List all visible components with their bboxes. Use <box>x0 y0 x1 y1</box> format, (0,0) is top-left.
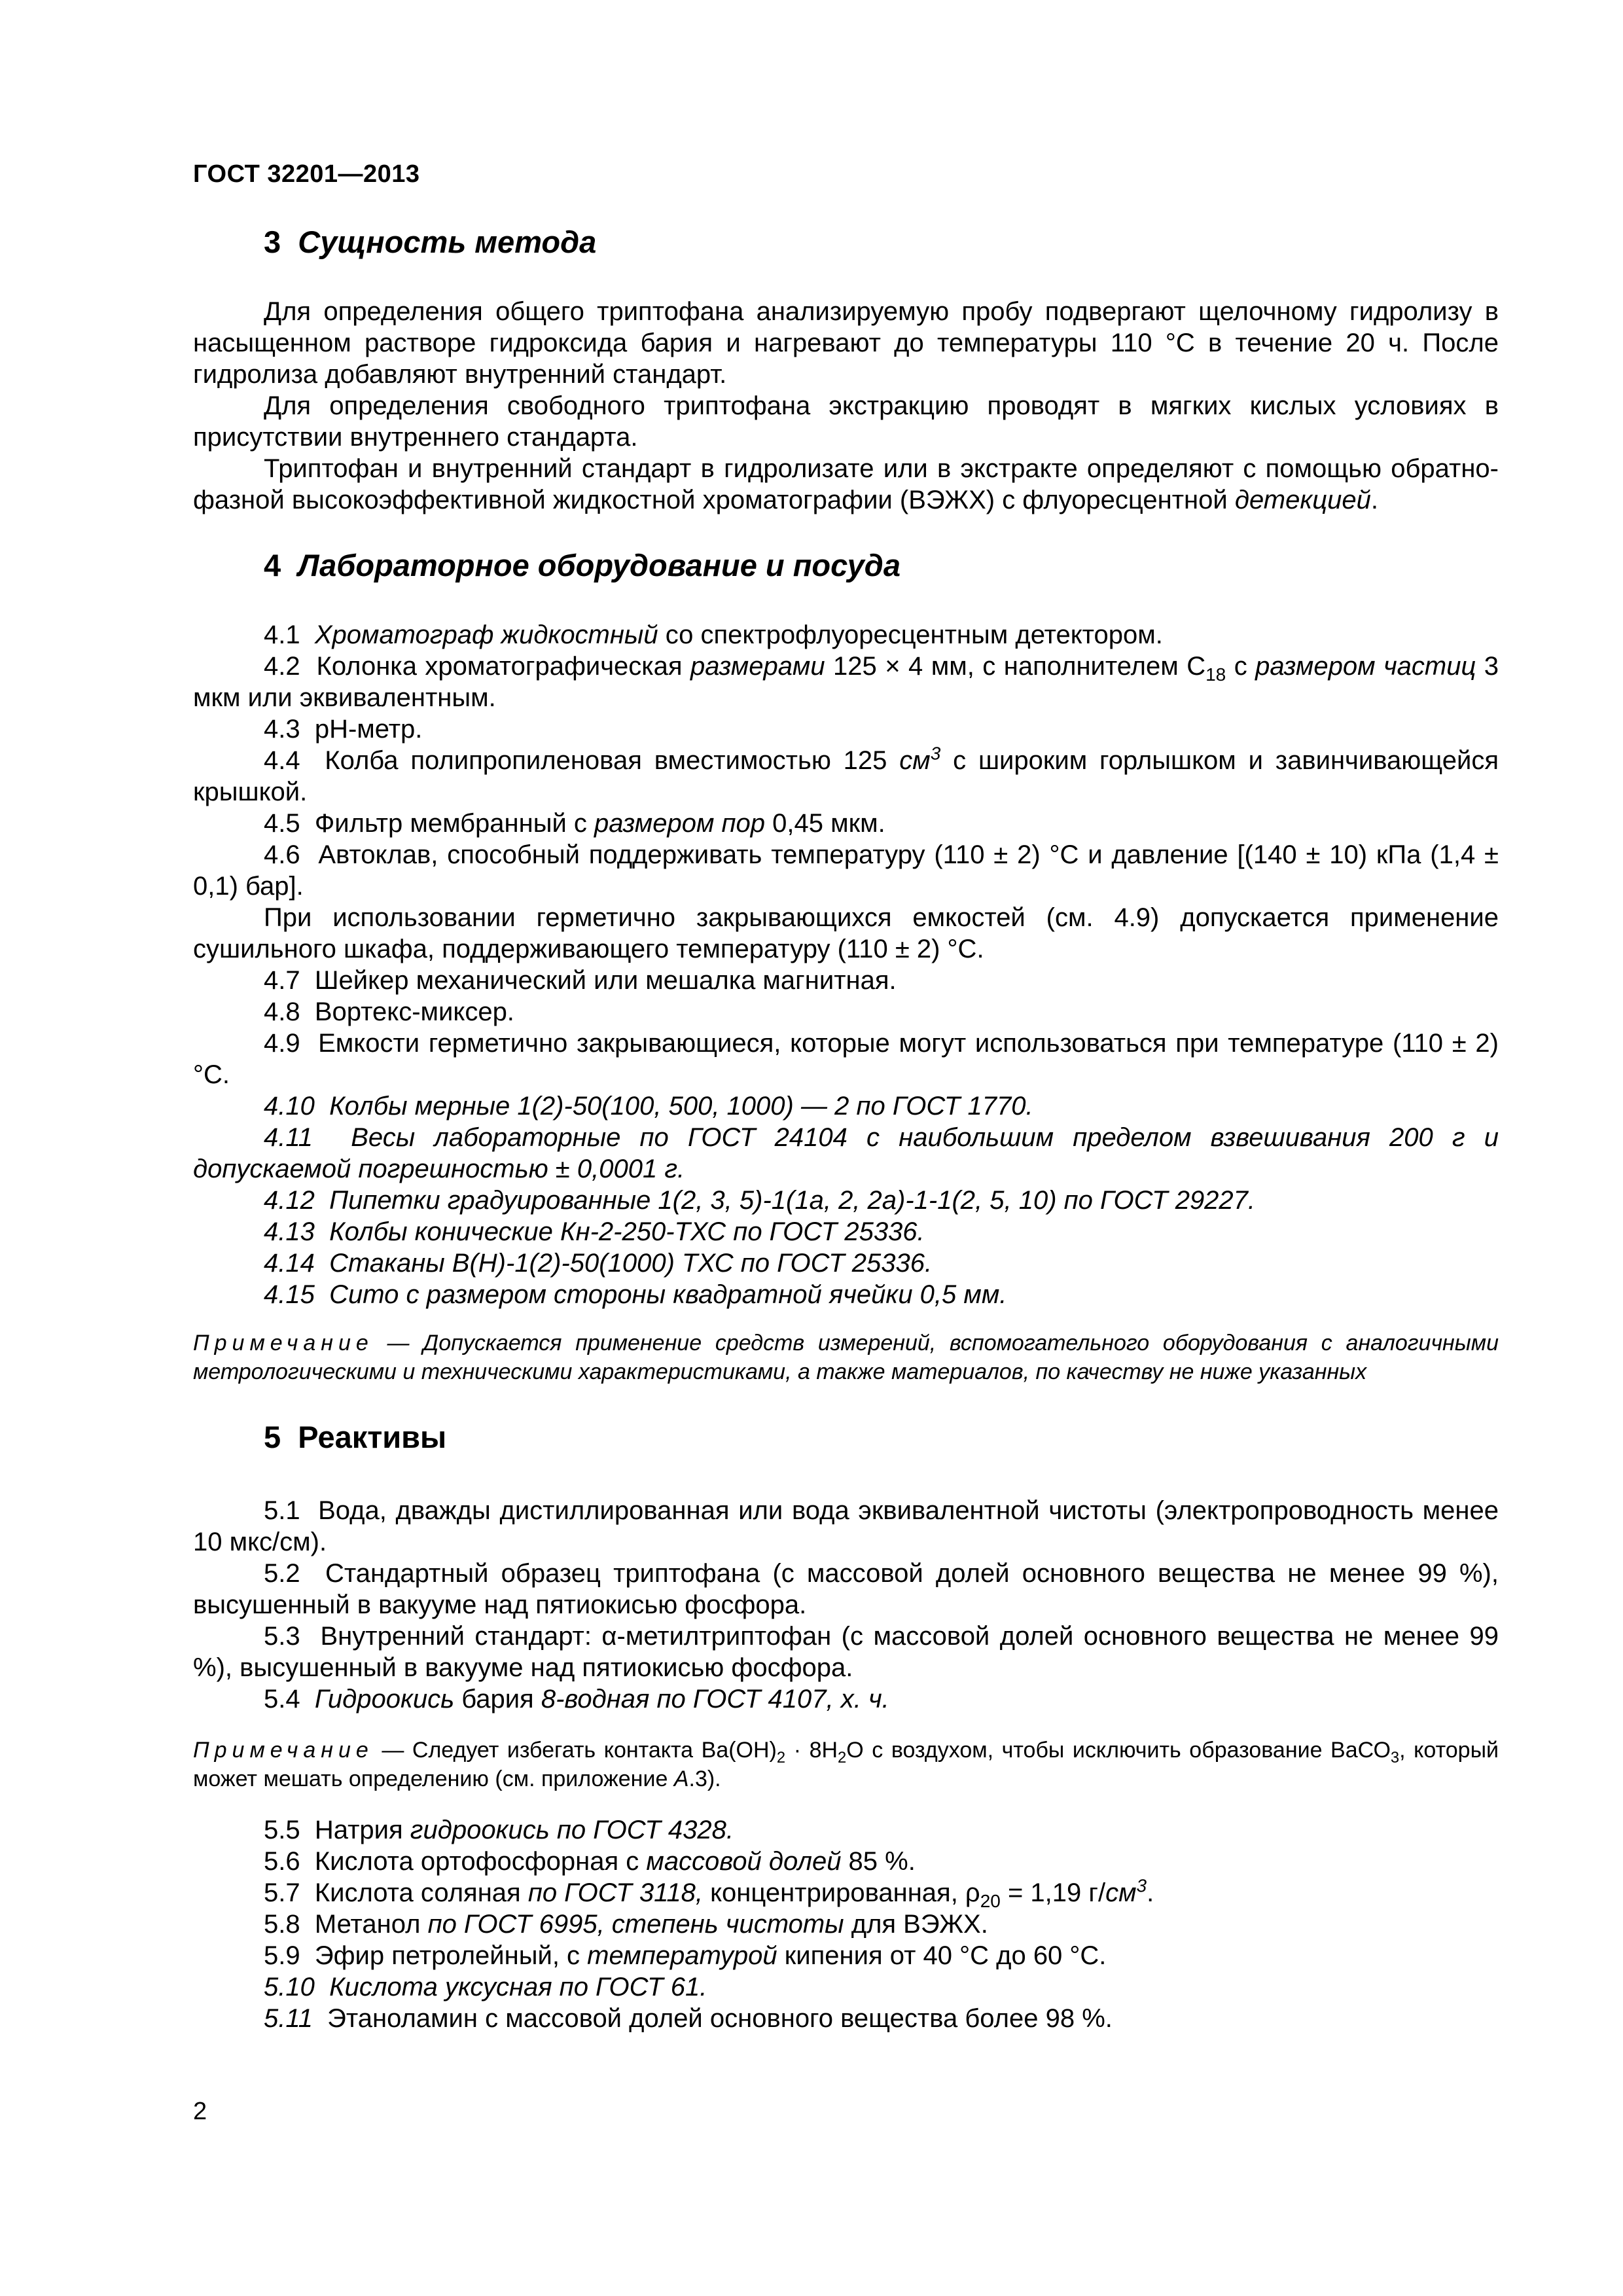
list-item: 4.9 Емкости герметично закрывающиеся, которые могут использоваться при температуре (110 ± 2) °С. <box>193 1029 1499 1089</box>
paragraph: Для определения общего триптофана анализируемую пробу подвергают щелочному гидролизу в насыщенном растворе гидроксида бария и нагревают до температуры 110 °С в течение 20 ч. После гидролиза добавляют внутренний стандарт. <box>193 297 1499 389</box>
list-item: 4.12 Пипетки градуированные 1(2, 3, 5)-1(1а, 2, 2а)-1-1(2, 5, 10) по ГОСТ 29227. <box>264 1186 1256 1215</box>
document-code: ГОСТ 32201—2013 <box>193 160 420 188</box>
section-number: 4 <box>264 548 281 583</box>
list-item: 5.11 Этаноламин с массовой долей основного вещества более 98 %. <box>264 2004 1113 2033</box>
list-item: 4.2 Колонка хроматографическая размерами 125 × 4 мм, с наполнителем $С_{18}$ с размером частиц 3 мкм или эквивалентным. <box>193 652 1499 712</box>
list-item: 4.15 Сито с размером стороны квадратной ячейки 0,5 мм. <box>264 1280 1007 1309</box>
list-item: 4.3 рН-метр. <box>264 715 423 744</box>
document-body <box>193 223 1499 2034</box>
list-item: 5.2 Стандартный образец триптофана (с массовой долей основного вещества не менее 99 %), высушенный в вакууме над пятиокисью фосфора. <box>193 1559 1499 1619</box>
section-title: Реактивы <box>298 1420 447 1454</box>
paragraph: Триптофан и внутренний стандарт в гидролизате или в экстракте определяют с помощью обратно-фазной высокоэффективной жидкостной хроматографии (ВЭЖХ) с флуоресцентной детекцией. <box>193 454 1499 514</box>
list-item: 4.5 Фильтр мембранный с размером пор 0,45 мкм. <box>264 809 885 838</box>
paragraph: При использовании герметично закрывающихся емкостей (см. 4.9) допускается применение сушильного шкафа, поддерживающего температуру (110 ± 2) °С. <box>193 903 1499 963</box>
section-5-heading <box>193 1418 1499 1457</box>
list-item: 4.13 Колбы конические Кн-2-250-ТХС по ГОСТ 25336. <box>264 1217 925 1246</box>
list-item: 4.6 Автоклав, способный поддерживать температуру (110 ± 2) °С и давление [(140 ± 10) кПа (1,4 ± 0,1) бар]. <box>193 840 1499 901</box>
list-item: 5.7 Кислота соляная по ГОСТ 3118, концентрированная, $\rho_{20} = 1,19$ $г/см^3$. <box>264 1875 1154 1911</box>
list-item: 5.3 Внутренний стандарт: α-метилтриптофан (с массовой долей основного вещества не менее 99 %), высушенный в вакууме над пятиокисью фосфора. <box>193 1622 1499 1682</box>
section-number: 3 <box>264 224 281 259</box>
paragraph: Для определения свободного триптофана экстракцию проводят в мягких кислых условиях в присутствии внутреннего стандарта. <box>193 391 1499 452</box>
list-item: 4.10 Колбы мерные 1(2)-50(100, 500, 1000) — 2 по ГОСТ 1770. <box>264 1092 1033 1121</box>
note-label: Примечание <box>193 1738 374 1763</box>
section-title: Лабораторное оборудование и посуда <box>298 548 901 583</box>
section-title: Сущность метода <box>298 224 597 259</box>
list-item: 4.1 Хроматограф жидкостный со спектрофлуоресцентным детектором. <box>264 620 1163 649</box>
section-number: 5 <box>264 1420 281 1454</box>
list-item: 5.5 Натрия гидроокись по ГОСТ 4328. <box>264 1816 734 1844</box>
list-item: 5.9 Эфир петролейный, с температурой кипения от 40 °С до 60 °С. <box>264 1941 1107 1970</box>
note-label: Примечание <box>193 1331 374 1355</box>
list-item: 4.11 Весы лабораторные по ГОСТ 24104 с наибольшим пределом взвешивания 200 г и допускаемой погрешностью ± 0,0001 г. <box>193 1123 1499 1183</box>
note: Примечание — Допускается применение средств измерений, вспомогательного оборудования с аналогичными метрологическими и техническими характеристиками, а также материалов, по качеству не ниже указанных <box>193 1331 1499 1384</box>
list-item: 5.1 Вода, дважды дистиллированная или вода эквивалентной чистоты (электропроводность менее 10 мкс/см). <box>193 1496 1499 1556</box>
list-item: 5.6 Кислота ортофосфорная с массовой долей 85 %. <box>264 1847 916 1876</box>
list-item: 4.4 Колба полипропиленовая вместимостью 125 $см^3$ с широким горлышком и завинчивающейся крышкой. <box>193 743 1499 806</box>
list-item: 4.8 Вортекс-миксер. <box>264 997 514 1026</box>
list-item: 5.8 Метанол по ГОСТ 6995, степень чистоты для ВЭЖХ. <box>264 1910 988 1939</box>
page-number: 2 <box>193 2098 207 2125</box>
list-item: 4.14 Стаканы В(Н)-1(2)-50(1000) ТХС по ГОСТ 25336. <box>264 1249 933 1278</box>
section-4-heading <box>193 546 1499 585</box>
note: Примечание — Следует избегать контакта $Ва(ОН)_2 \cdot 8Н_2О$ с воздухом, чтобы исключить образование ВаСО$_3$, который может мешать определению (см. приложение А.3). <box>193 1738 1499 1791</box>
list-item: 5.4 Гидроокись бария 8-водная по ГОСТ 4107, х. ч. <box>264 1685 889 1713</box>
list-item: 4.7 Шейкер механический или мешалка магнитная. <box>264 966 897 995</box>
list-item: 5.10 Кислота уксусная по ГОСТ 61. <box>264 1973 707 2001</box>
section-3-heading <box>193 223 1499 262</box>
